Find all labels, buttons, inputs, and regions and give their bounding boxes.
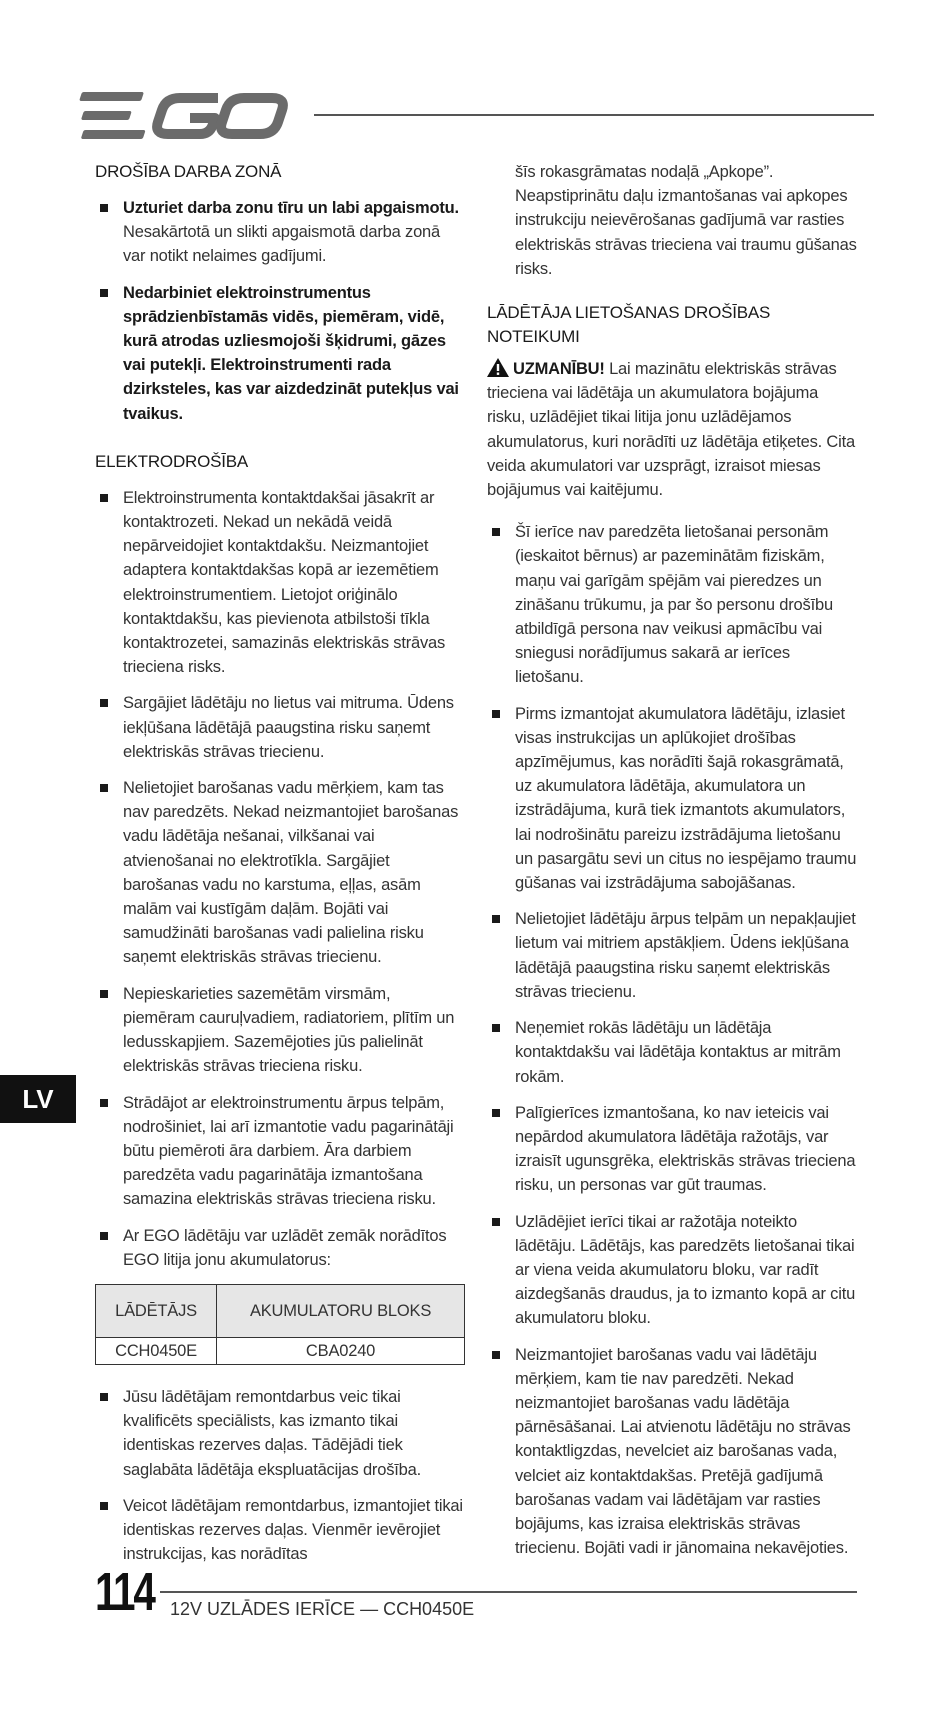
section-heading: LĀDĒTĀJA LIETOŠANAS DROŠĪBAS NOTEIKUMI bbox=[487, 303, 771, 347]
item-text: Nelietojiet lādētāju ārpus telpām un nepakļaujiet lietum vai mitriem apstākļiem. Ūdens iekļūšana lādētājā paaugstina risku saņemt elektriskās strāvas triecienu. bbox=[515, 910, 856, 1001]
work-area-safety-section bbox=[95, 160, 465, 426]
bullet-icon bbox=[100, 204, 108, 212]
warning-label: UZMANĪBU! bbox=[513, 360, 605, 379]
item-text: Nelietojiet barošanas vadu mērķiem, kam tas nav paredzēts. Nekad neizmantojiet barošanas vadu lādētāja nešanai, vilkšanai vai atvienošanai no elektrotīkla. Sargājiet barošanas vadu no karstuma, eļļas, asām malām vai kustīgām daļām. Bojāti vai samudžināti barošanas vadi palielina risku saņemt elektriskās strāvas triecienu. bbox=[123, 779, 459, 967]
table-header-cell: LĀDĒTĀJS bbox=[96, 1284, 217, 1337]
bullet-list bbox=[95, 196, 465, 426]
item-text: Strādājot ar elektroinstrumentu ārpus telpām, nodrošiniet, lai arī izmantotie vadu pagarinātāji būtu piemēroti āra darbiem. Āra darbiem paredzēta vadu pagarinātāja izmantošana samazina elektriskās strāvas trieciena risku. bbox=[123, 1093, 454, 1209]
list-item bbox=[487, 1343, 859, 1561]
bullet-icon bbox=[100, 1502, 108, 1510]
bullet-icon bbox=[100, 1099, 108, 1107]
list-item bbox=[487, 702, 859, 896]
item-text: Šī ierīce nav paredzēta lietošanai personām (ieskaitot bērnus) ar pazeminātām fiziskām, maņu vai garīgām spējām vai pieredzes un zināšanu trūkumu, ja par šo personu drošību atbildīgā persona nav veikusi apmācību vai sniegusi norādījumus sakarā ar ierīces lietošanu. bbox=[515, 523, 833, 687]
list-item bbox=[487, 907, 859, 1004]
item-text: Neizmantojiet barošanas vadu vai lādētāju mērķiem, kam tie nav paredzēti. Nekad neizmantojiet barošanas vadu lādētāja pārnēsāšanai. Lai atvienotu lādētāju no strāvas kontaktligzdas, nevelciet aiz barošanas vada, velciet aiz kontaktdakšas. Pretējā gadījumā barošanas vadam vai lādētājam var rasties bojājums, kas izraisa elektriskās strāvas triecienu. Bojāti vadi ir jānomaina nekavējoties. bbox=[515, 1345, 851, 1558]
list-item bbox=[95, 1494, 465, 1567]
page-number: 114 bbox=[95, 1562, 154, 1622]
bullet-icon bbox=[492, 1109, 500, 1117]
bullet-list bbox=[487, 520, 859, 1560]
section-heading: DROŠĪBA DARBA ZONĀ bbox=[95, 162, 282, 181]
bullet-list bbox=[95, 1385, 465, 1566]
charger-battery-table bbox=[95, 1284, 465, 1365]
language-tab: LV bbox=[0, 1075, 76, 1123]
electrical-safety-section bbox=[95, 450, 465, 1567]
ego-logo bbox=[76, 92, 292, 140]
bullet-list bbox=[95, 486, 465, 1272]
item-bold: Uzturiet darba zonu tīru un labi apgaismotu. bbox=[123, 199, 459, 217]
list-item bbox=[95, 1091, 465, 1212]
bullet-icon bbox=[492, 528, 500, 536]
list-item bbox=[487, 1101, 859, 1198]
right-column bbox=[487, 160, 859, 1584]
bullet-icon bbox=[492, 915, 500, 923]
continuation-paragraph bbox=[487, 160, 859, 281]
footer-rule bbox=[160, 1591, 857, 1593]
section-heading: ELEKTRODROŠĪBA bbox=[95, 451, 249, 471]
list-item bbox=[487, 520, 859, 689]
table-header-cell: AKUMULATORU BLOKS bbox=[217, 1284, 465, 1337]
bullet-icon bbox=[100, 784, 108, 792]
list-item bbox=[95, 1385, 465, 1482]
item-text: Elektroinstrumenta kontaktdakšai jāsakrīt ar kontaktrozeti. Nekad un nekādā veidā nepārveidojiet kontaktdakšu. Neizmantojiet adaptera kontaktdakšas kopā ar iezemētiem elektroinstrumentiem. Lietojot oriģinālo kontaktdakšu, kas pievienota atbilstoši tīkla kontaktrozetei, samazinās elektriskās strāvas trieciena risks. bbox=[123, 488, 446, 677]
table-cell: CBA0240 bbox=[217, 1337, 465, 1364]
bullet-icon bbox=[492, 1024, 500, 1032]
item-text: Uzlādējiet ierīci tikai ar ražotāja noteikto lādētāju. Lādētājs, kas paredzēts lietošanai tikai ar viena veida akumulatoru bloku, var radīt aizdegšanās draudus, ja to izmanto kopā ar citu akumulatoru bloku. bbox=[515, 1212, 856, 1328]
item-text: Neņemiet rokās lādētāju un lādētāja kontaktdakšu vai lādētāja kontaktus ar mitrām rokām. bbox=[515, 1019, 841, 1086]
table-header-row bbox=[96, 1284, 465, 1337]
item-text: Jūsu lādētājam remontdarbus veic tikai kvalificēts speciālists, kas izmanto tikai identiskas rezerves daļas. Tādējādi tiek saglabāta lādētāja ekspluatācijas drošība. bbox=[123, 1387, 421, 1479]
charger-safety-section bbox=[487, 301, 859, 1560]
bullet-icon bbox=[100, 494, 108, 502]
list-item bbox=[95, 691, 465, 764]
table-cell: CCH0450E bbox=[96, 1337, 217, 1364]
item-text: Pirms izmantojat akumulatora lādētāju, izlasiet visas instrukcijas un aplūkojiet drošības apzīmējumus, kas norādīti šajā rokasgrāmatā, uz akumulatora lādētāja, akumulatora un izstrādājuma, kurā tiek izmantots akumulators, lai nodrošinātu pareizu izstrādājuma lietošanu un pasargātu sevi un citus no iespējamo traumu gūšanas vai izstrādājuma sabojāšanas. bbox=[515, 704, 857, 893]
table-row bbox=[96, 1337, 465, 1364]
warning-triangle-icon bbox=[487, 358, 509, 377]
bullet-icon bbox=[492, 1351, 500, 1359]
list-item bbox=[95, 486, 465, 680]
bullet-icon bbox=[492, 1218, 500, 1226]
bullet-icon bbox=[100, 699, 108, 707]
list-item bbox=[95, 196, 465, 269]
left-column bbox=[95, 160, 465, 1590]
item-text: Ar EGO lādētāju var uzlādēt zemāk norādītos EGO litija jonu akumulatorus: bbox=[123, 1226, 447, 1269]
bullet-icon bbox=[100, 289, 108, 297]
list-item bbox=[487, 1016, 859, 1089]
item-text: Veicot lādētājam remontdarbus, izmantojiet tikai identiskas rezerves daļas. Vienmēr ievērojiet instrukcijas, kas norādītas bbox=[123, 1496, 463, 1564]
continuation-text: šīs rokasgrāmatas nodaļā „Apkope”. Neapstiprinātu daļu izmantošanas vai apkopes instrukciju neievērošanas gadījumā var rasties elektriskās strāvas trieciena vai traumu gūšanas risks. bbox=[515, 163, 857, 278]
list-item bbox=[95, 982, 465, 1079]
footer-title: 12V UZLĀDES IERĪCE — CCH0450E bbox=[170, 1599, 475, 1619]
item-text: Nesakārtotā un slikti apgaismotā darba zonā var notikt nelaimes gadījumi. bbox=[123, 223, 441, 266]
list-item bbox=[95, 281, 465, 426]
bullet-icon bbox=[100, 1393, 108, 1401]
item-text: Sargājiet lādētāju no lietus vai mitruma. Ūdens iekļūšana lādētājā paaugstina risku saņemt elektriskās strāvas triecienu. bbox=[123, 694, 454, 761]
bullet-icon bbox=[100, 1232, 108, 1240]
list-item bbox=[95, 776, 465, 970]
item-text: Nepieskarieties sazemētām virsmām, piemēram cauruļvadiem, radiatoriem, plītīm un ledusskapjiem. Sazemējoties jūs palielināt elektriskās strāvas trieciena risku. bbox=[123, 984, 455, 1076]
list-item bbox=[95, 1224, 465, 1272]
item-text: Palīgierīces izmantošana, ko nav ieteicis vai nepārdod akumulatora lādētāja ražotājs, var izraisīt ugunsgrēka, elektriskās strāvas trieciena risku, un personas var gūt traumas. bbox=[515, 1103, 856, 1195]
warning-text: Lai mazinātu elektriskās strāvas trieciena vai lādētāja un akumulatora bojājuma risku, uzlādējiet tikai litija jonu uzlādējamos akumulatorus, kuri norādīti uz lādētāja etiķetes. Cita veida akumulatori var uzsprāgt, izraisot miesas bojājumus vai kaitējumu. bbox=[487, 360, 855, 500]
list-item bbox=[487, 1210, 859, 1331]
item-bold: Nedarbiniet elektroinstrumentus sprādzienbīstamās vidēs, piemēram, vidē, kurā atrodas uzliesmojoši šķidrumi, gāzes vai putekļi. Elektroinstrumenti rada dzirksteles, kas var aizdedzināt putekļus vai tvaikus. bbox=[123, 283, 459, 423]
header-rule bbox=[314, 114, 874, 116]
bullet-icon bbox=[100, 990, 108, 998]
bullet-icon bbox=[492, 710, 500, 718]
warning-paragraph bbox=[487, 357, 859, 502]
